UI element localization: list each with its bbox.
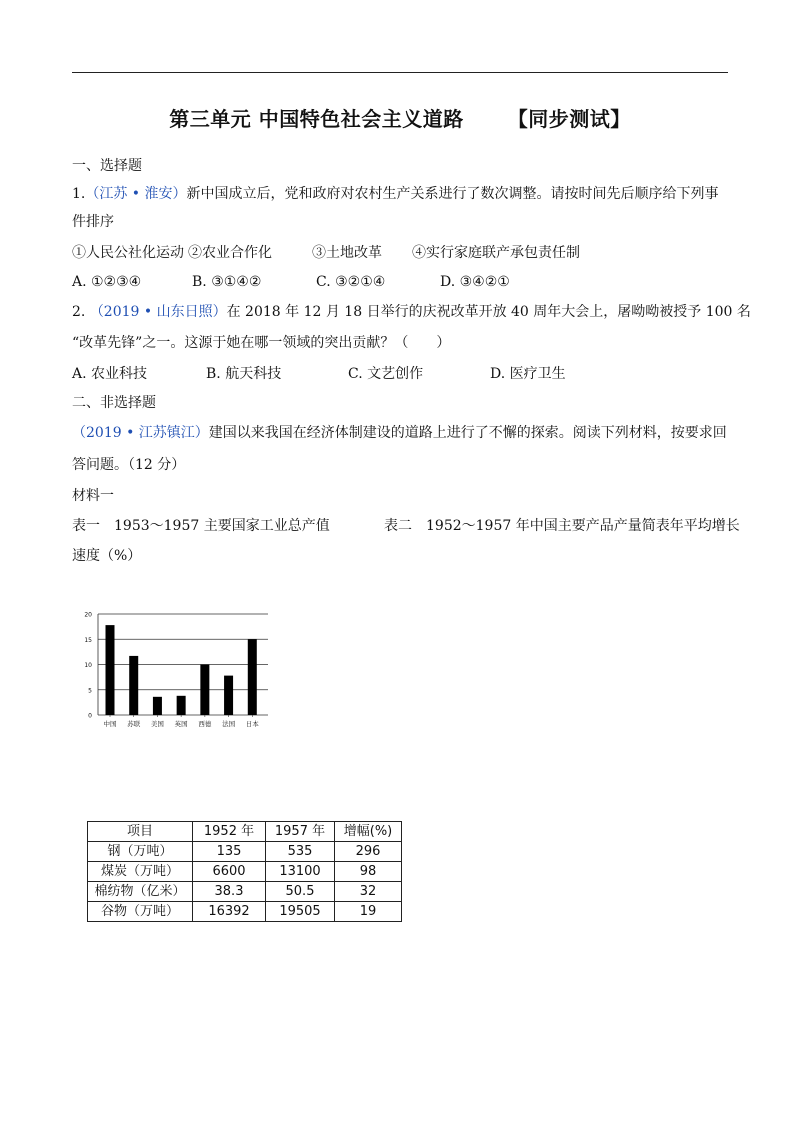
production-table <box>87 821 402 922</box>
chart-x-tick-label: 西德 <box>198 720 212 728</box>
q3-stem-text: 建国以来我国在经济体制建设的道路上进行了不懈的探索。阅读下列材料，按要求回 <box>208 425 727 441</box>
chart-y-tick-label: 20 <box>84 611 92 619</box>
q1-option-a[interactable]: A. ①②③④ <box>72 274 142 290</box>
q1-item: ①人民公社化运动 <box>72 245 184 261</box>
table-cell: 钢（万吨） <box>88 842 193 862</box>
q1-item: ③土地改革 <box>312 245 382 261</box>
chart-bar <box>153 697 162 715</box>
q1-source: （江苏 • 淮安） <box>85 186 187 202</box>
table-cell: 谷物（万吨） <box>88 902 193 922</box>
chart-x-tick-label: 苏联 <box>127 720 141 728</box>
table-cell: 50.5 <box>266 882 335 902</box>
chart-bar <box>224 676 233 715</box>
chart-y-tick-label: 5 <box>88 687 92 695</box>
table-header-cell: 项目 <box>88 822 193 842</box>
table-header-row <box>88 822 402 842</box>
title-tag: 【同步测试】 <box>507 107 631 131</box>
table-row <box>88 902 402 922</box>
chart-x-tick-label: 英国 <box>174 720 188 728</box>
chart-y-tick-label: 10 <box>84 662 92 669</box>
chart-y-tick-label: 0 <box>88 712 92 720</box>
chart-x-tick-label: 法国 <box>222 720 236 728</box>
q2-stem-cont: “改革先锋”之一。这源于她在哪一领域的突出贡献？（ ） <box>72 335 451 351</box>
page-title <box>0 103 800 132</box>
table-captions <box>72 516 740 536</box>
q3-stem <box>72 423 728 443</box>
q1-item: ④实行家庭联产承包责任制 <box>412 245 580 261</box>
table-row <box>88 862 402 882</box>
q1-option-c[interactable]: C. ③②①④ <box>316 274 386 290</box>
table-cell: 16392 <box>193 902 266 922</box>
q2-source: （2019 • 山东日照） <box>89 304 227 320</box>
q1-number: 1. <box>72 186 86 202</box>
q1-stem-text: 新中国成立后，党和政府对农村生产关系进行了数次调整。请按时间先后顺序给下列事 <box>186 186 719 202</box>
q1-items <box>72 243 728 263</box>
q2-option-d[interactable]: D. 医疗卫生 <box>490 366 566 382</box>
table-cell: 135 <box>193 842 266 862</box>
table-cell: 棉纺物（亿米） <box>88 882 193 902</box>
q3-source: （2019 • 江苏镇江） <box>72 425 209 441</box>
q2-number: 2. <box>72 304 86 320</box>
table-cell: 13100 <box>266 862 335 882</box>
table-row <box>88 882 402 902</box>
chart-bar <box>248 639 257 715</box>
table-row <box>88 842 402 862</box>
q1-item: ②农业合作化 <box>188 245 272 261</box>
table-cell: 19 <box>335 902 402 922</box>
table-cell: 19505 <box>266 902 335 922</box>
chart-x-tick-label: 日本 <box>245 720 259 728</box>
table-cell: 6600 <box>193 862 266 882</box>
q1-stem-cont: 件排序 <box>72 214 114 230</box>
q3-material: 材料一 <box>72 488 114 504</box>
table1-caption: 表一 1953～1957 主要国家工业总产值 <box>72 518 330 534</box>
q2-option-a[interactable]: A. 农业科技 <box>72 366 148 382</box>
table2-caption-cont: 速度（%） <box>72 548 142 564</box>
q2-option-b[interactable]: B. 航天科技 <box>206 366 282 382</box>
chart-bar <box>177 696 186 715</box>
section-heading-choice: 一、选择题 <box>72 158 142 174</box>
industrial-output-chart <box>78 608 278 738</box>
q2-stem <box>72 302 751 322</box>
q1-stem <box>72 184 728 204</box>
header-rule <box>72 72 728 73</box>
table-header-cell: 1957 年 <box>266 822 335 842</box>
chart-y-tick-label: 15 <box>84 636 92 644</box>
q1-options <box>72 272 728 292</box>
table-cell: 煤炭（万吨） <box>88 862 193 882</box>
q2-stem-text: 在 2018 年 12 月 18 日举行的庆祝改革开放 40 周年大会上，屠呦呦被授予 100 名 <box>226 304 751 320</box>
table-cell: 296 <box>335 842 402 862</box>
section-heading-nonchoice: 二、非选择题 <box>72 395 156 411</box>
q2-options <box>72 364 728 384</box>
q1-option-b[interactable]: B. ③①④② <box>192 274 262 290</box>
q3-stem-cont: 答问题。（12 分） <box>72 457 186 473</box>
table2-caption: 表二 1952～1957 年中国主要产品产量简表年平均增长 <box>384 518 740 534</box>
chart-x-tick-label: 美国 <box>150 720 164 728</box>
chart-bar <box>129 656 138 715</box>
chart-bar <box>200 665 209 716</box>
table-cell: 535 <box>266 842 335 862</box>
bar-chart-svg <box>78 608 278 738</box>
table-cell: 32 <box>335 882 402 902</box>
table-cell: 38.3 <box>193 882 266 902</box>
title-main: 第三单元 中国特色社会主义道路 <box>169 107 464 131</box>
q2-option-c[interactable]: C. 文艺创作 <box>348 366 424 382</box>
table-cell: 98 <box>335 862 402 882</box>
chart-x-tick-label: 中国 <box>103 720 117 728</box>
chart-bar <box>106 625 115 715</box>
q1-option-d[interactable]: D. ③④②① <box>440 274 510 290</box>
table-header-cell: 1952 年 <box>193 822 266 842</box>
table-header-cell: 增幅(%) <box>335 822 402 842</box>
